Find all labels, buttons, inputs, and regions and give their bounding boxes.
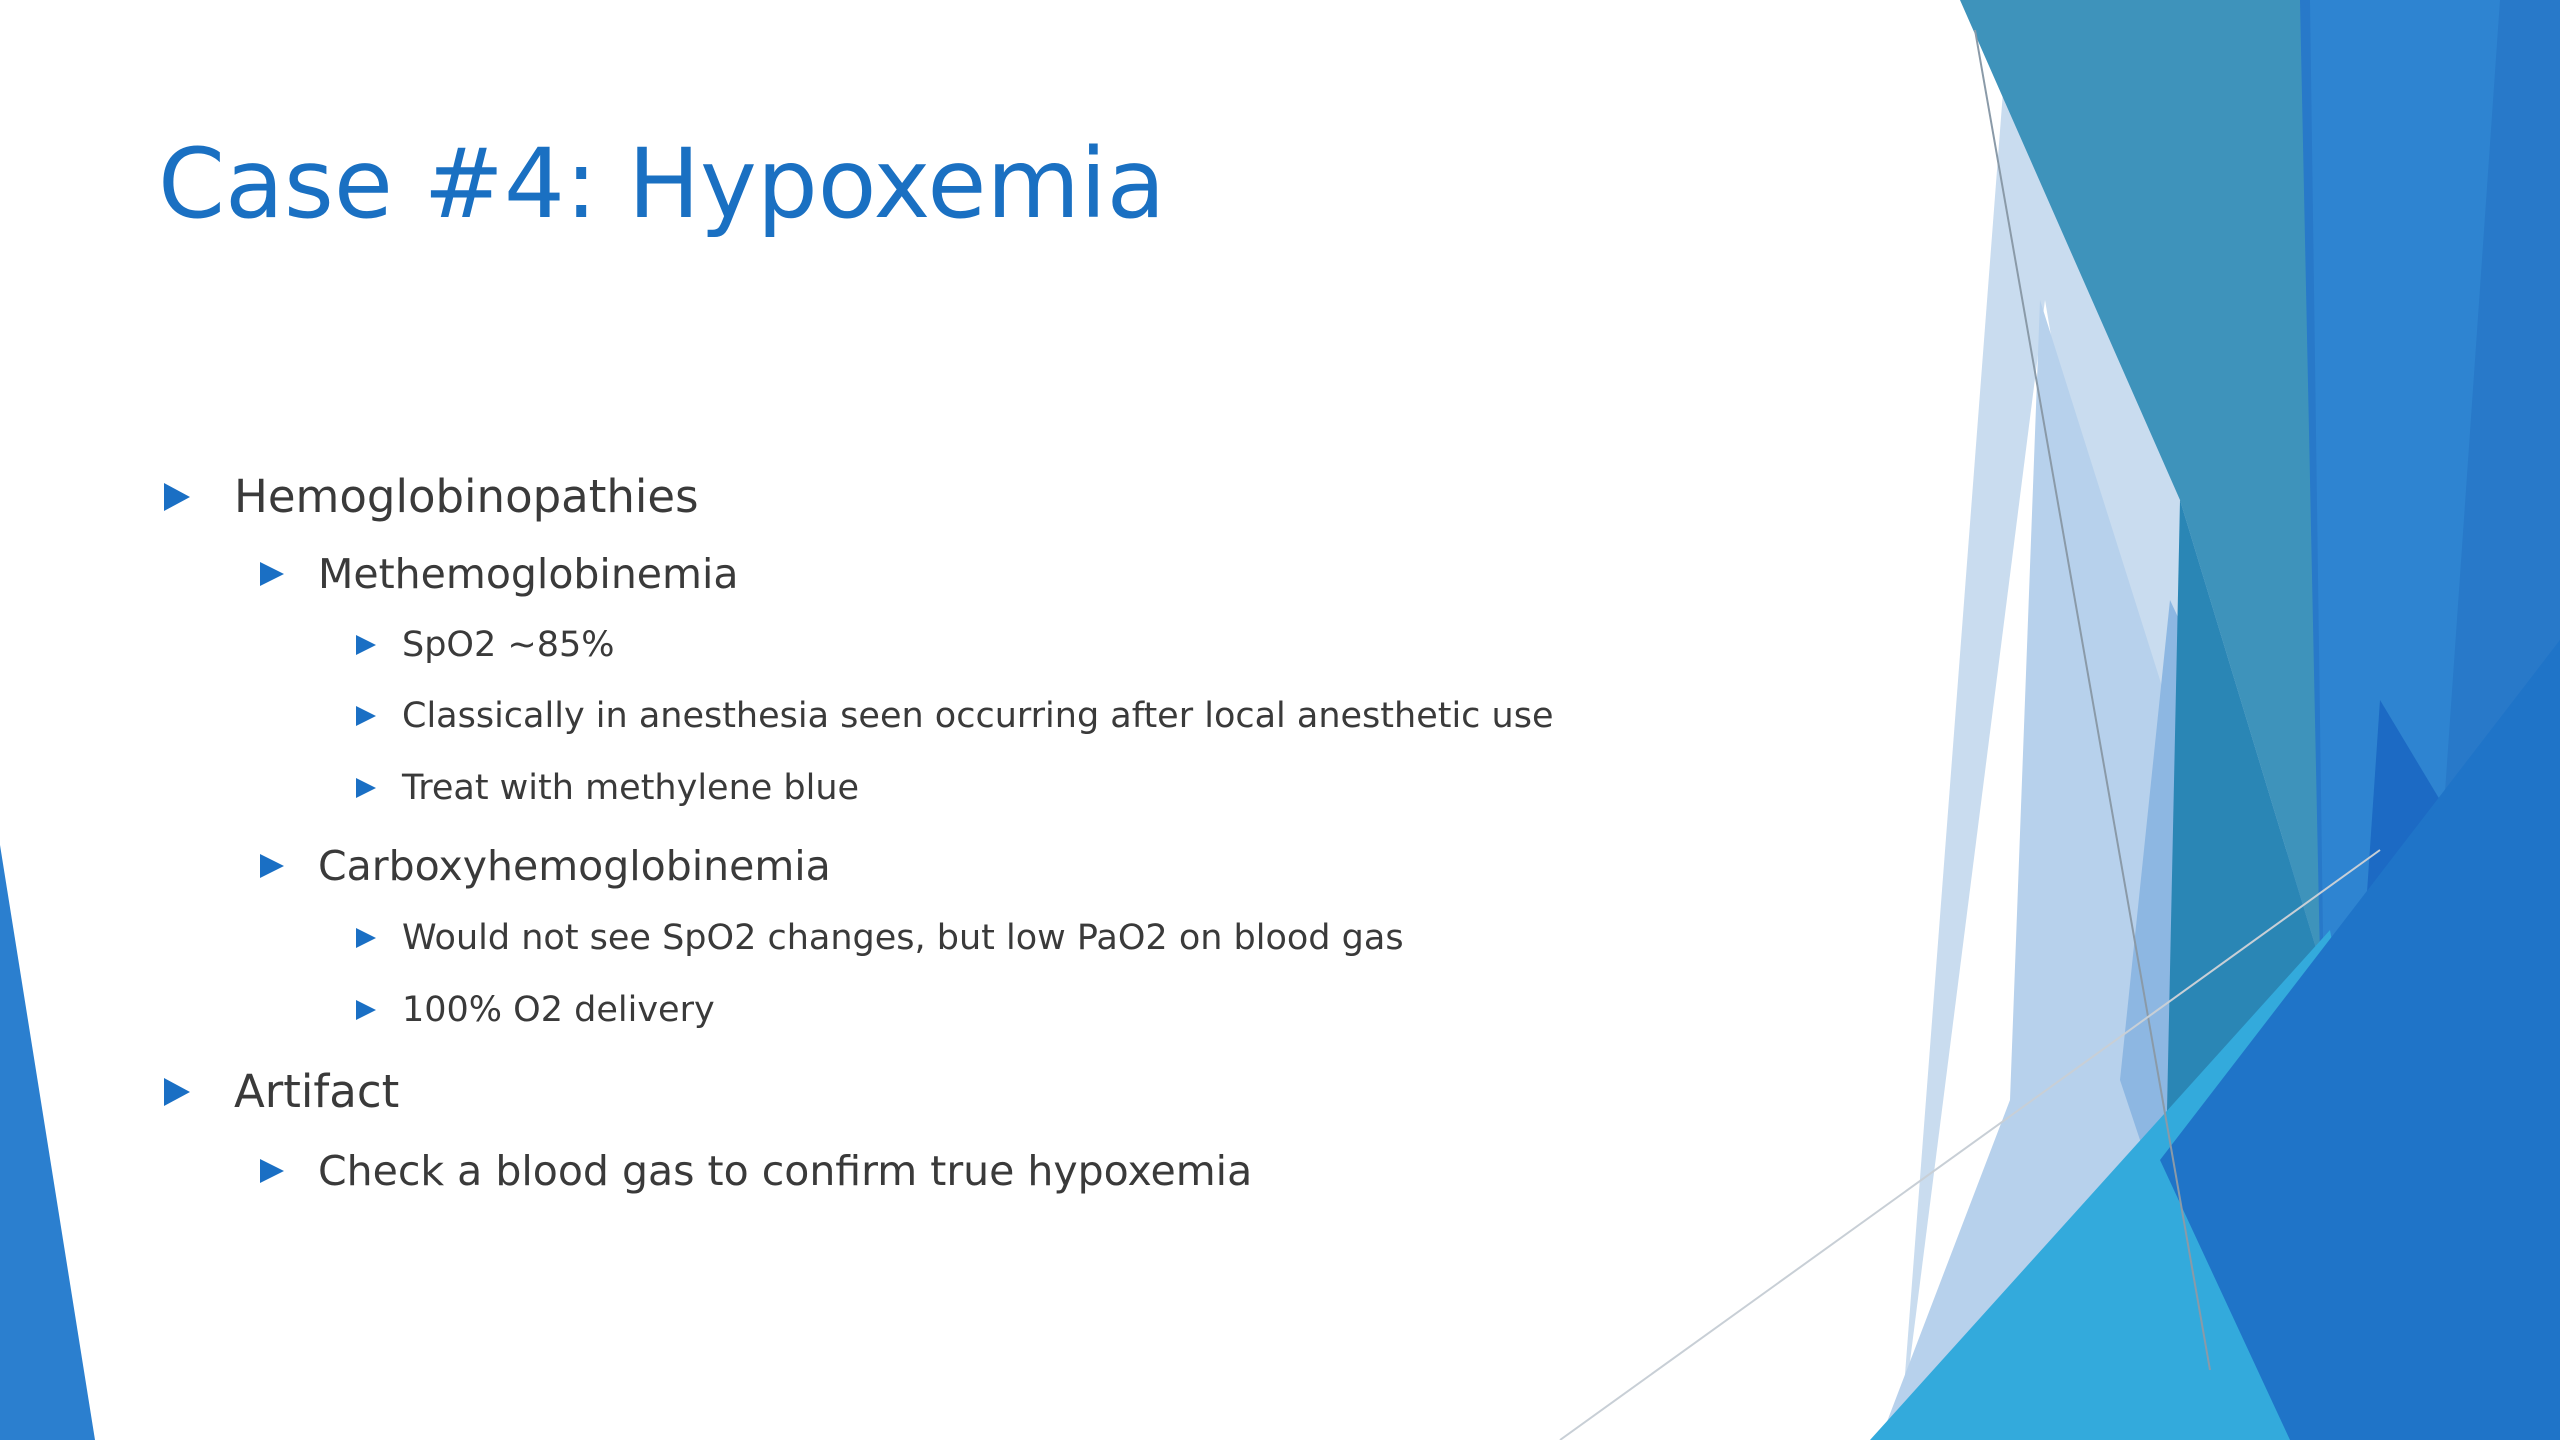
bullet-arrow-icon — [164, 1078, 190, 1106]
bullet-item-level1 — [164, 1065, 399, 1118]
bullet-text: Would not see SpO2 changes, but low PaO2 on blood gas — [402, 918, 1404, 958]
bullet-item-level3 — [356, 625, 615, 665]
bullet-arrow-icon — [164, 483, 190, 511]
bullet-item-level3 — [356, 768, 859, 808]
bullet-text: Methemoglobinemia — [318, 550, 739, 598]
left-edge-shape — [0, 845, 95, 1440]
bullet-text: 100% O2 delivery — [402, 990, 715, 1030]
bullet-text: SpO2 ~85% — [402, 625, 615, 665]
bullet-arrow-icon — [356, 635, 376, 655]
bullet-arrow-icon — [260, 1159, 284, 1183]
bullet-item-level3 — [356, 990, 715, 1030]
bullet-arrow-icon — [356, 928, 376, 948]
bullet-text: Hemoglobinopathies — [234, 470, 699, 523]
bullet-item-level1 — [164, 470, 699, 523]
slide-title: Case #4: Hypoxemia — [158, 128, 1166, 240]
bullet-text: Carboxyhemoglobinemia — [318, 842, 831, 890]
bullet-item-level3 — [356, 696, 1554, 736]
bullet-arrow-icon — [356, 1000, 376, 1020]
bullet-arrow-icon — [356, 706, 376, 726]
bullet-item-level2 — [260, 550, 739, 598]
bullet-text: Artifact — [234, 1065, 400, 1118]
bullet-item-level2 — [260, 1147, 1252, 1195]
bullet-text: Check a blood gas to confirm true hypoxemia — [318, 1147, 1253, 1195]
bullet-arrow-icon — [356, 778, 376, 798]
bullet-text: Treat with methylene blue — [402, 768, 860, 808]
bullet-text: Classically in anesthesia seen occurring after local anesthetic use — [402, 696, 1554, 736]
bullet-item-level2 — [260, 842, 831, 890]
bullet-item-level3 — [356, 918, 1404, 958]
bullet-arrow-icon — [260, 562, 284, 586]
bullet-arrow-icon — [260, 854, 284, 878]
